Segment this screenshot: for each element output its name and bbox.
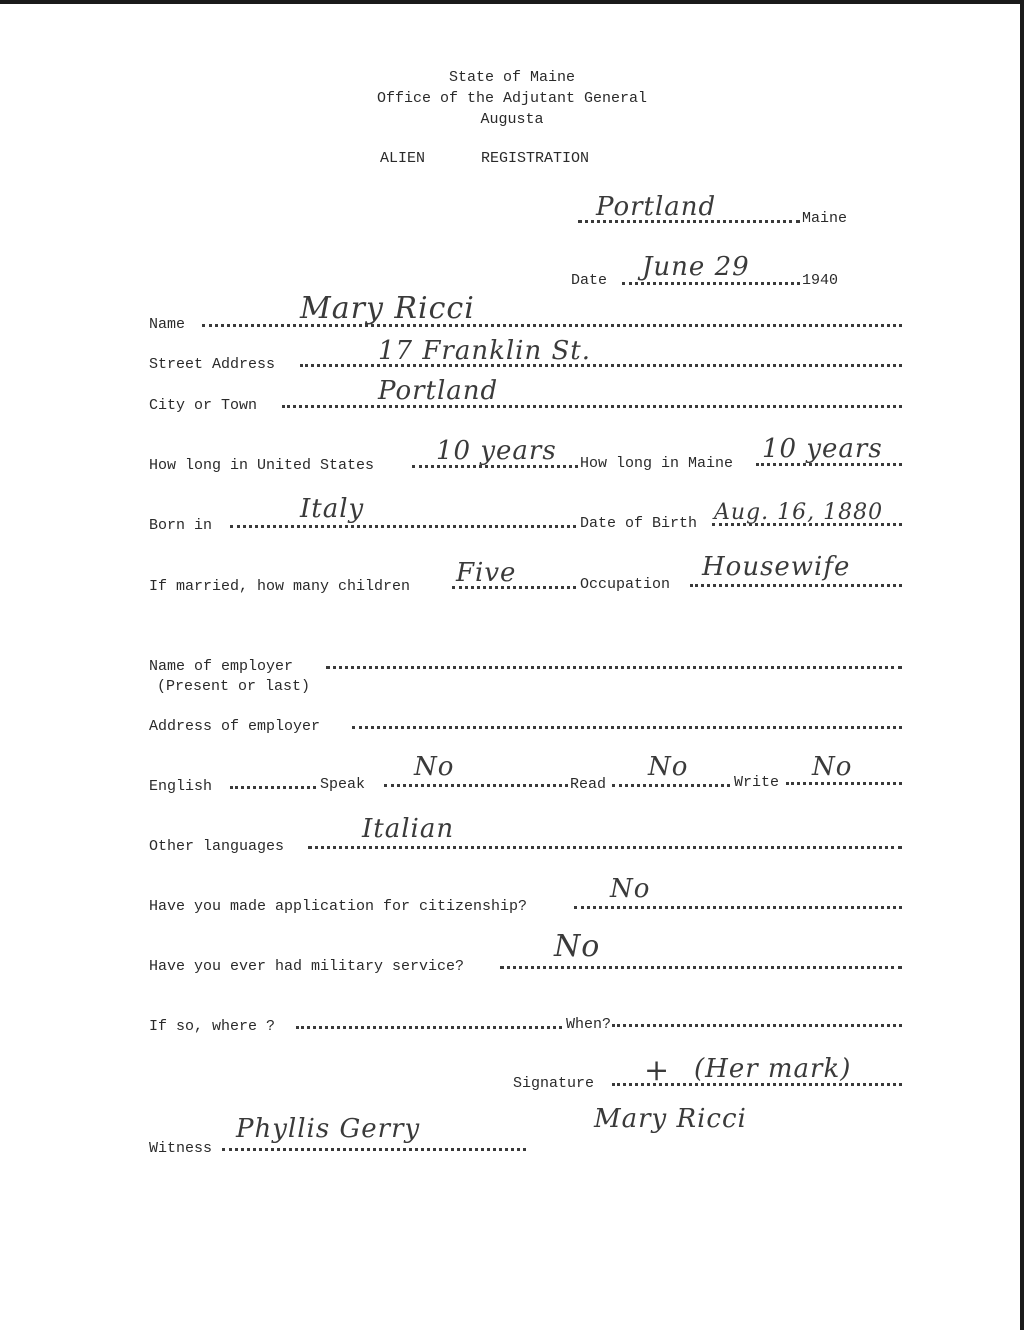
date-handwritten: June 29 (642, 252, 750, 282)
citizenship-label: Have you made application for citizenship? (149, 898, 528, 915)
scan-right-edge (1020, 0, 1024, 1330)
dob-handwritten: Aug. 16, 1880 (714, 500, 884, 525)
where-label: If so, where ? (149, 1018, 276, 1035)
street-label: Street Address (149, 356, 276, 373)
header-office: Office of the Adjutant General (376, 90, 648, 107)
occupation-label: Occupation (580, 576, 671, 593)
us-duration-handwritten: 10 years (436, 436, 557, 466)
city-label: City or Town (149, 397, 258, 414)
speak-dots (384, 770, 568, 787)
city-dots (282, 391, 902, 408)
write-handwritten: No (812, 752, 853, 782)
signature-name: Mary Ricci (594, 1104, 747, 1134)
where-dots (296, 1012, 562, 1029)
form-title-registration: REGISTRATION (481, 150, 590, 167)
employer-address-dots (352, 712, 902, 729)
occupation-handwritten: Housewife (702, 552, 851, 582)
read-handwritten: No (648, 752, 689, 782)
when-dots (612, 1010, 902, 1027)
name-label: Name (149, 316, 186, 333)
maine-duration-label: How long in Maine (580, 455, 734, 472)
english-label: English (149, 778, 213, 795)
header-state: State of Maine (448, 69, 576, 86)
military-label: Have you ever had military service? (149, 958, 465, 975)
name-handwritten: Mary Ricci (300, 291, 475, 326)
signature-label: Signature (513, 1075, 595, 1092)
born-label: Born in (149, 517, 213, 534)
children-label: If married, how many children (149, 578, 411, 595)
children-handwritten: Five (456, 558, 517, 588)
us-duration-label: How long in United States (149, 457, 375, 474)
scan-top-edge (0, 0, 1024, 4)
city-handwritten: Portland (378, 376, 499, 406)
write-label: Write (734, 774, 780, 791)
citizenship-handwritten: No (610, 874, 651, 904)
header-city: Augusta (480, 111, 544, 128)
employer-dots (326, 652, 902, 669)
maine-duration-handwritten: 10 years (762, 434, 883, 464)
other-languages-handwritten: Italian (362, 814, 455, 844)
witness-label: Witness (149, 1140, 213, 1157)
born-handwritten: Italy (300, 494, 365, 524)
street-handwritten: 17 Franklin St. (378, 336, 591, 366)
witness-handwritten: Phyllis Gerry (236, 1114, 421, 1144)
form-title-alien: ALIEN (380, 150, 426, 167)
english-dots (230, 772, 316, 789)
signature-note: (Her mark) (694, 1054, 852, 1084)
employer-sublabel: (Present or last) (157, 678, 311, 695)
military-handwritten: No (554, 929, 601, 964)
speak-handwritten: No (414, 752, 455, 782)
dob-label: Date of Birth (580, 515, 698, 532)
place-suffix: Maine (802, 210, 848, 227)
date-year: 1940 (802, 272, 839, 289)
employer-address-label: Address of employer (149, 718, 321, 735)
speak-label: Speak (320, 776, 366, 793)
when-label: When? (566, 1016, 612, 1033)
date-label: Date (571, 272, 608, 289)
signature-mark: + (644, 1053, 671, 1088)
employer-label: Name of employer (149, 658, 294, 675)
place-handwritten: Portland (596, 192, 717, 222)
read-label: Read (570, 776, 607, 793)
born-dots (230, 511, 576, 528)
other-languages-label: Other languages (149, 838, 285, 855)
